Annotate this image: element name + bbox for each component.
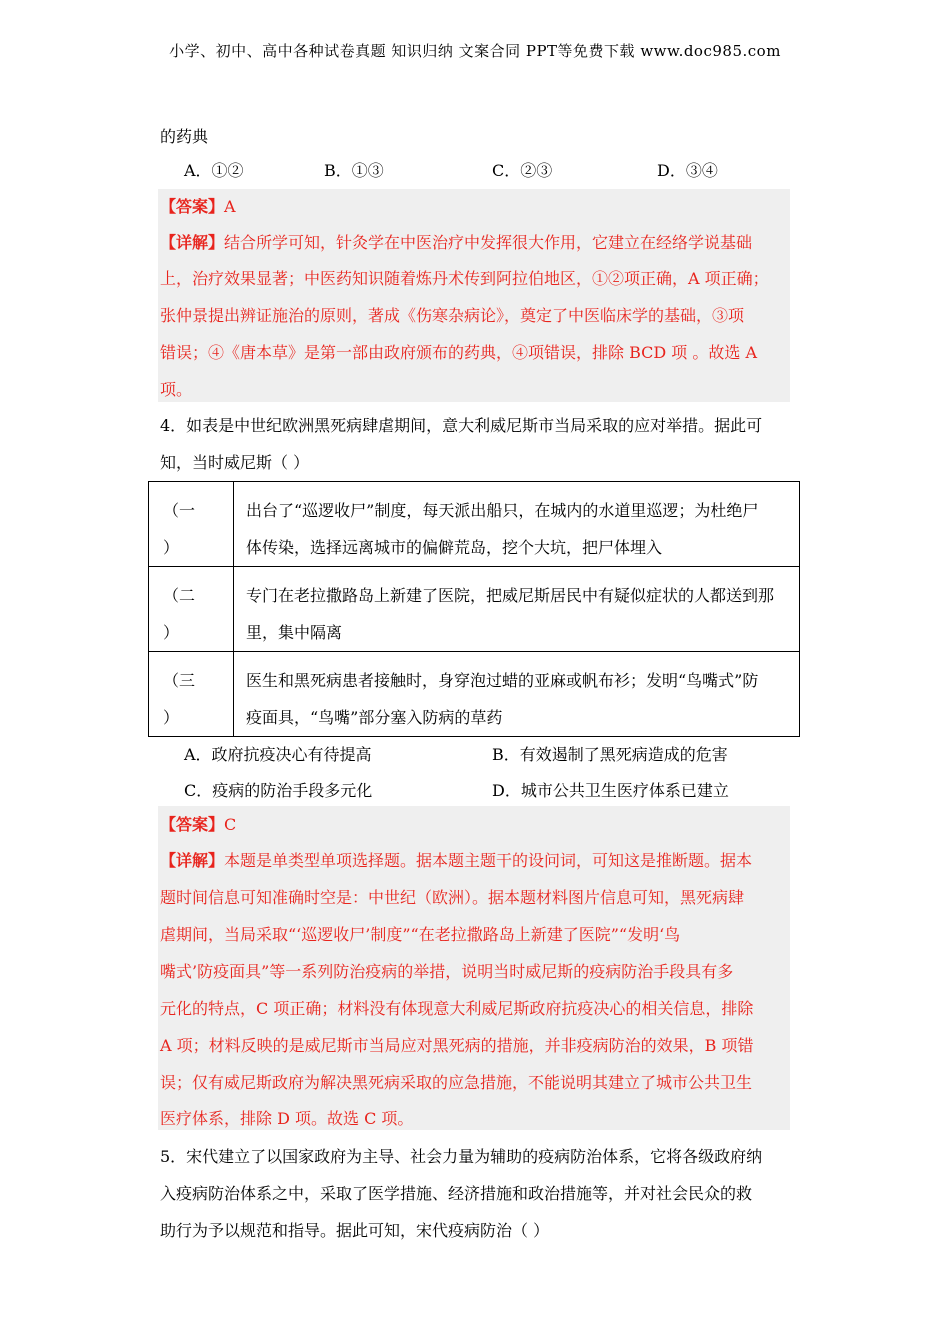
- q3-answer: [160, 194, 236, 217]
- table-row-text: 出台了“巡逻收尸”制度，每天派出船只，在城内的水道里巡逻；为杜绝尸 体传染，选择远离城市的偏僻荒岛，挖个大坑，把尸体埋入: [234, 482, 800, 567]
- q3-detail-tag: 【详解】: [160, 233, 225, 252]
- table-row-number: （一 ）: [149, 482, 234, 567]
- q3-answer-tag: 【答案】: [160, 197, 225, 216]
- q4-answer-tag: 【答案】: [160, 815, 225, 834]
- q5-stem-line-3: 助行为予以规范和指导。据此可知，宋代疫病防治（ ）: [160, 1221, 550, 1240]
- table-row-text: 专门在老拉撒路岛上新建了医院，把威尼斯居民中有疑似症状的人都送到那 里，集中隔离: [234, 567, 800, 652]
- q3-answer-box: [158, 189, 790, 402]
- q4-detail-line-8: 医疗体系，排除 D 项。故选 C 项。: [160, 1109, 414, 1128]
- table-row: [149, 567, 800, 652]
- q4-detail-line-4: 嘴式’防疫面具”等一系列防治疫病的举措，说明当时威尼斯的疫病防治手段具有多: [160, 962, 734, 981]
- q4-detail-line-6: A 项；材料反映的是威尼斯市当局应对黑死病的措施，并非疫病防治的效果，B 项错: [160, 1036, 754, 1055]
- q4-answer: [160, 812, 236, 835]
- q3-detail-line-2: 上，治疗效果显著；中医药知识随着炼丹术传到阿拉伯地区，①②项正确，A 项正确；: [160, 269, 769, 288]
- q3-option-c: C．②③: [492, 161, 553, 180]
- q4-detail-line-1: 【详解】本题是单类型单项选择题。据本题主题干的设问词，可知这是推断题。据本: [160, 851, 753, 870]
- q4-option-d: D．城市公共卫生医疗体系已建立: [492, 781, 729, 800]
- q3-option-d: D．③④: [657, 161, 718, 180]
- q4-detail-line-2: 题时间信息可知准确时空是：中世纪（欧洲）。据本题材料图片信息可知，黑死病肆: [160, 888, 745, 907]
- table-row-number: （三 ）: [149, 652, 234, 737]
- q3-stem-tail: 的药典: [160, 127, 209, 146]
- q3-detail-line-3: 张仲景提出辨证施治的原则，著成《伤寒杂病论》，奠定了中医临床学的基础，③项: [160, 306, 745, 325]
- q3-detail-line-1: 【详解】结合所学可知，针灸学在中医治疗中发挥很大作用，它建立在经络学说基础: [160, 233, 753, 252]
- q5-stem-line-1: 5．宋代建立了以国家政府为主导、社会力量为辅助的疫病防治体系，它将各级政府纳: [160, 1147, 763, 1166]
- q4-answer-value: C: [224, 815, 237, 834]
- q4-stem-line-2: 知，当时威尼斯（ ）: [160, 453, 310, 472]
- q3-detail-line-5: 项。: [160, 380, 193, 399]
- q4-option-a: A．政府抗疫决心有待提高: [184, 745, 372, 764]
- q4-option-c: C．疫病的防治手段多元化: [184, 781, 373, 800]
- q4-option-b: B．有效遏制了黑死病造成的危害: [492, 745, 728, 764]
- page-header: 小学、初中、高中各种试卷真题 知识归纳 文案合同 PPT等免费下载 www.doc985.com: [169, 42, 781, 60]
- q3-detail-line-4: 错误；④《唐本草》是第一部由政府颁布的药典，④项错误，排除 BCD 项 。故选 A: [160, 343, 758, 362]
- q3-option-a: A．①②: [184, 161, 244, 180]
- table-row-text: 医生和黑死病患者接触时，身穿泡过蜡的亚麻或帆布衫；发明“鸟嘴式”防 疫面具，“鸟嘴”部分塞入防病的草药: [234, 652, 800, 737]
- q3-option-b: B．①③: [324, 161, 384, 180]
- q4-detail-line-7: 误；仅有威尼斯政府为解决黑死病采取的应急措施，不能说明其建立了城市公共卫生: [160, 1073, 753, 1092]
- q4-stem-line-1: 4．如表是中世纪欧洲黑死病肆虐期间，意大利威尼斯市当局采取的应对举措。据此可: [160, 416, 763, 435]
- q4-detail-tag: 【详解】: [160, 851, 225, 870]
- q4-detail-line-5: 元化的特点，C 项正确；材料没有体现意大利威尼斯政府抗疫决心的相关信息，排除: [160, 999, 754, 1018]
- q5-stem-line-2: 入疫病防治体系之中，采取了医学措施、经济措施和政治措施等，并对社会民众的救: [160, 1184, 753, 1203]
- table-row-number: （二 ）: [149, 567, 234, 652]
- table-row: [149, 652, 800, 737]
- table-row: [149, 482, 800, 567]
- q4-detail-line-3: 虐期间，当局采取“‘巡逻收尸’制度”“在老拉撒路岛上新建了医院”“发明‘鸟: [160, 925, 681, 944]
- q4-measures-table: [148, 481, 800, 737]
- q3-answer-value: A: [224, 197, 236, 216]
